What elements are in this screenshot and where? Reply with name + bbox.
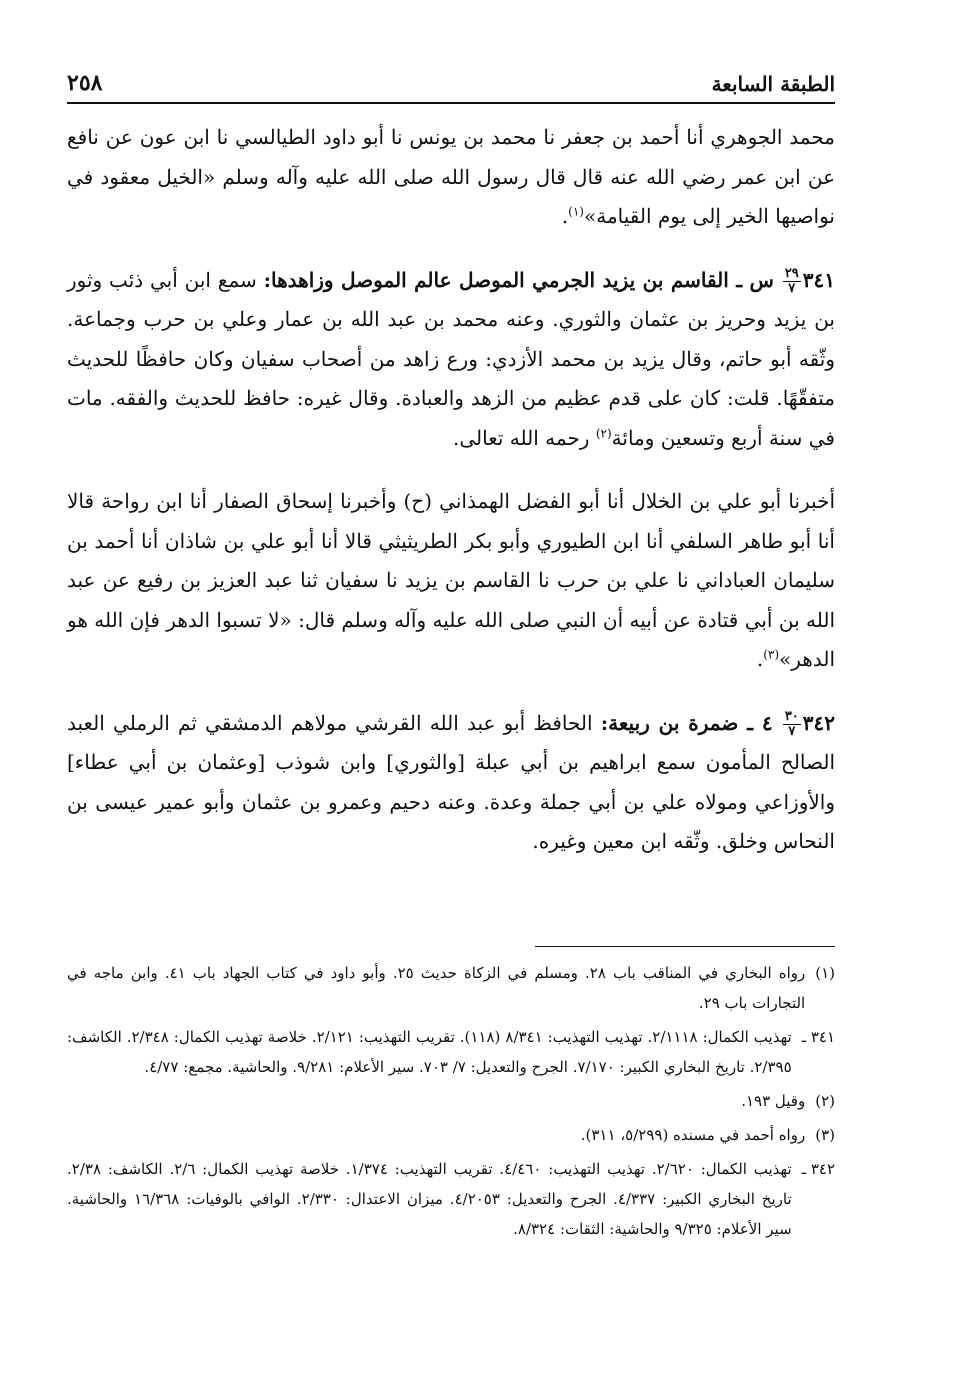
- entry-text: الحافظ أبو عبد الله القرشي مولاهم الدمشقي ثم الرملي العبد الصالح المأمون سمع ابراهيم بن أبي عبلة [والثوري] وابن شوذب [وعثمان بن أبي عطاء] والأوزاعي ومولاه علي بن أبي جملة وعدة. وعنه دحيم وعمرو بن عثمان وأبو عمير عيسى بن النحاس وخلق. وثّقه ابن معين وغيره.: [67, 710, 835, 853]
- entry-number: ٣٤١: [802, 267, 836, 292]
- entry-heading: ٤ ـ ضمرة بن ربيعة:: [600, 710, 773, 735]
- footnote-text: تهذيب الكمال: ٢/١١١٨. تهذيب التهذيب: ٨/٣٤١ (١١٨). تقريب التهذيب: ٢/١٢١. خلاصة تهذيب الكمال: ٢/٣٤٨. الكاشف: ٢/٣٩٥. تاريخ البخاري الكبير: ٧/١٧٠. الجرح والتعديل: ٧/ ٧٠٣. سير الأعلام: ٩/٢٨١. والحاشية. مجمع: ٤/٧٧.: [67, 1028, 792, 1076]
- footnote-label: (١): [815, 964, 835, 982]
- footnote-item: [67, 1086, 835, 1116]
- footnote-text: وقيل ١٩٣.: [741, 1092, 806, 1110]
- footnote-item: [67, 1120, 835, 1150]
- footnote-item: [67, 1022, 835, 1082]
- footnote-item: [67, 958, 835, 1018]
- footnote-ref-2: (٢): [595, 425, 612, 440]
- footnote-text: رواه البخاري في المناقب باب ٢٨. ومسلم في الزكاة حديث ٢٥. وأبو داود في كتاب الجهاد باب ٤١. وابن ماجه في التجارات باب ٢٩.: [67, 964, 806, 1012]
- footnote-item: [67, 1154, 835, 1244]
- page-number: ٢٥٨: [67, 70, 103, 96]
- running-title: الطبقة السابعة: [711, 72, 835, 96]
- footnote-divider: [535, 946, 835, 947]
- footnote-label: (٣): [815, 1126, 835, 1144]
- entry-number: ٣٤٢: [802, 710, 836, 735]
- header-divider: [67, 102, 835, 104]
- entry-342: [67, 704, 835, 862]
- paragraph-hadith-2: أخبرنا أبو علي بن الخلال أنا أبو الفضل الهمذاني (ح) وأخبرنا إسحاق الصفار أنا ابن رواحة قالا أنا أبو طاهر السلفي أنا ابن الطيوري وأبو بكر الطريثيثي قالا أنا أبو علي بن شاذان أنا أحمد بن سليمان العباداني نا علي بن حرب نا القاسم بن يزيد نا سفيان ثنا عبد العزيز بن رفيع عن عبد الله بن أبي قتادة عن أبيه أن النبي صلى الله عليه وآله وسلم قال: «لا تسبوا الدهر فإن الله هو الدهر»$^{(٣)}$.: [67, 489, 835, 671]
- footnote-text: رواه أحمد في مسنده (٥/٢٩٩، ٣١١).: [580, 1126, 806, 1144]
- main-text: [67, 118, 835, 862]
- paragraph-hadith-1: محمد الجوهري أنا أحمد بن جعفر نا محمد بن يونس نا أبو داود الطيالسي نا ابن عون عن نافع عن ابن عمر رضي الله عنه قال قال رسول الله صلى الله عليه وآله وسلم «الخيل معقود في نواصيها الخير إلى يوم القيامة»$^{(١)}$.: [67, 125, 835, 228]
- volume-page-fraction: $\frac{٢٩}{٧}$: [784, 265, 799, 296]
- entry-text: سمع ابن أبي ذئب وثور بن يزيد وحريز بن عثمان والثوري. وعنه محمد بن عبد الله بن عمار وعلي بن حرب وجماعة. وثّقه أبو حاتم، وقال يزيد بن محمد الأزدي: ورع زاهد من أصحاب سفيان وكان حافظًا للحديث متفقّهًا. قلت: كان على قدم عظيم من الزهد والعبادة. وقال غيره: حافظ للحديث والفقه. مات في سنة أربع وتسعين ومائة: [67, 267, 835, 450]
- footnotes: [67, 958, 835, 1248]
- footnote-label: (٢): [815, 1092, 835, 1110]
- footnote-label: ٣٤٢ ـ: [801, 1160, 835, 1178]
- footnote-ref-3: (٣): [763, 647, 780, 662]
- page-header: [67, 60, 835, 96]
- entry-heading: س ـ القاسم بن يزيد الجرمي الموصل عالم الموصل وزاهدها:: [263, 267, 774, 292]
- footnote-label: ٣٤١ ـ: [801, 1028, 835, 1046]
- volume-page-fraction: $\frac{٣٠}{٧}$: [784, 708, 799, 739]
- entry-341: ٣٤١ $\frac{٢٩}{٧}$ س ـ القاسم بن يزيد الجرمي الموصل عالم الموصل وزاهدها: سمع ابن أبي ذئب وثور بن يزيد وحريز بن عثمان والثوري. وعنه محمد بن عبد الله بن عمار وعلي بن حرب وجماعة. وثّقه أبو حاتم، وقال يزيد بن محمد الأزدي: ورع زاهد من أصحاب سفيان وكان حافظًا للحديث متفقّهًا. قلت: كان على قدم عظيم من الزهد والعبادة. وقال غيره: حافظ للحديث والفقه. مات في سنة أربع وتسعين ومائة$^{(٢)}$ رحمه الله تعالى.: [67, 265, 836, 450]
- footnote-ref-1: (١): [568, 204, 584, 219]
- footnote-text: تهذيب الكمال: ٢/٦٢٠. تهذيب التهذيب: ٤/٤٦٠. تقريب التهذيب: ١/٣٧٤. خلاصة تهذيب الكمال: ٢/٦. الكاشف: ٢/٣٨. تاريخ البخاري الكبير: ٤/٣٣٧. الجرح والتعديل: ٤/٢٠٥٣. ميزان الاعتدال: ٢/٣٣٠. الوافي بالوفيات: ١٦/٣٦٨ والحاشية. سير الأعلام: ٩/٣٢٥ والحاشية: الثقات: ٨/٣٢٤.: [67, 1160, 792, 1238]
